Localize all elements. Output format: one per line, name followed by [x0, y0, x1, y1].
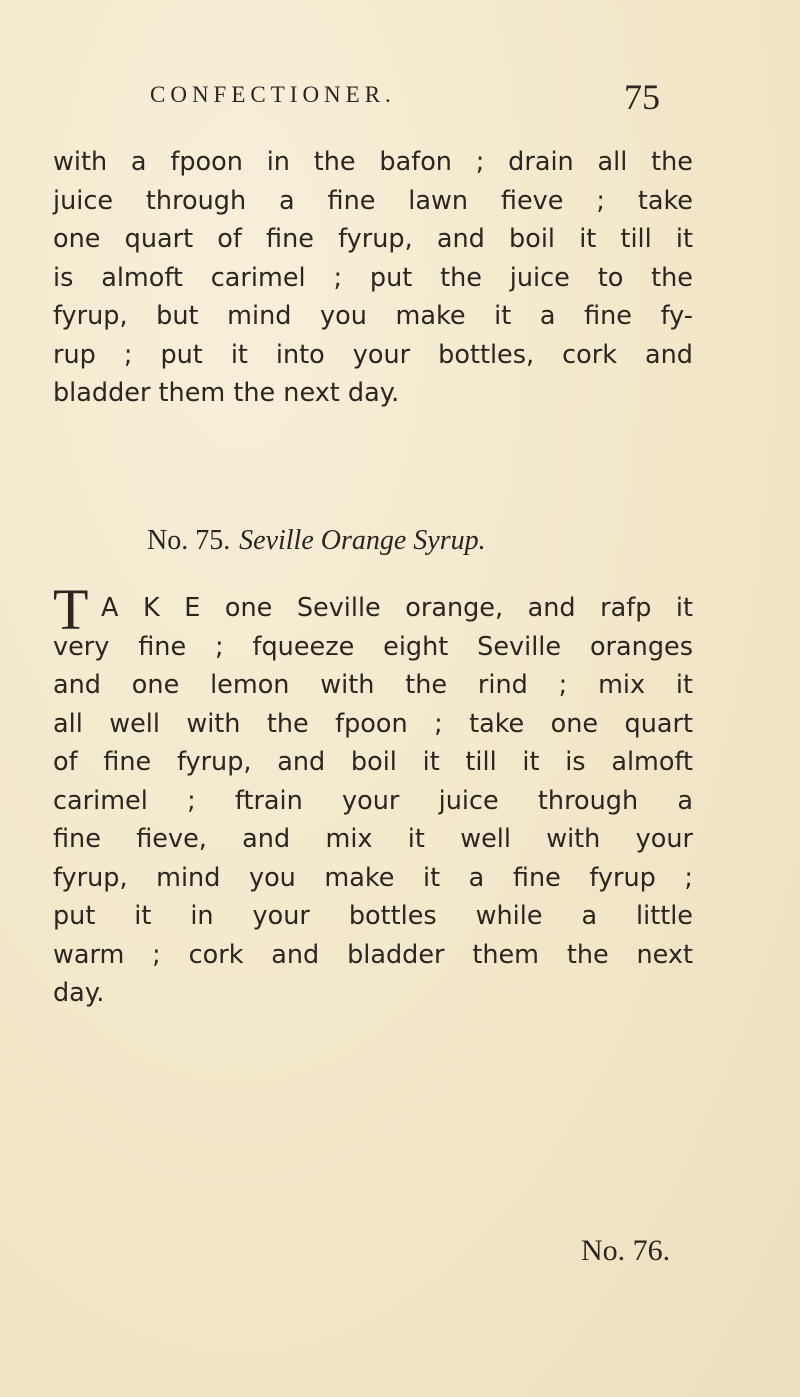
text-line: day. [53, 978, 105, 1008]
text-line: one quart of fine fyrup, and boil it till it [53, 224, 693, 254]
running-head [150, 76, 690, 126]
text-line: of fine fyrup, and boil it till it is almoft [53, 747, 693, 777]
page-number: 75 [624, 77, 660, 117]
drop-cap: T [53, 577, 89, 642]
text-line: put it in your bottles while a little [53, 901, 693, 931]
text-line: is almoft carimel ; put the juice to the [53, 262, 693, 293]
text-line: fine fieve, and mix it well with your [53, 824, 693, 854]
text-line: very fine ; fqueeze eight Seville oranges [53, 631, 693, 662]
text-line: fyrup, but mind you make it a fine fy- [53, 301, 693, 331]
text-line: with a fpoon in the bafon ; drain all the [53, 147, 693, 177]
recipe-paragraph [53, 589, 693, 1013]
running-title: CONFECTIONER. [150, 82, 396, 107]
text-line: rup ; put it into your bottles, cork and [53, 339, 693, 370]
paragraph-continued [53, 143, 693, 413]
recipe-title: Seville Orange Syrup. [239, 525, 486, 556]
text-line: all well with the fpoon ; take one quart [53, 708, 693, 739]
text-line: fyrup, mind you make it a fine fyrup ; [53, 862, 693, 893]
text-line: carimel ; ftrain your juice through a [53, 785, 693, 816]
catchword: No. 76. [581, 1234, 671, 1267]
text-line: A K E one Seville orange, and rafp it [101, 593, 693, 623]
recipe-heading [147, 523, 486, 557]
recipe-number: No. 75. [147, 525, 231, 556]
text-line: bladder them the next day. [53, 378, 400, 408]
text-line: and one lemon with the rind ; mix it [53, 670, 693, 700]
text-line: warm ; cork and bladder them the next [53, 939, 693, 970]
text-line: juice through a fine lawn fieve ; take [53, 185, 693, 216]
